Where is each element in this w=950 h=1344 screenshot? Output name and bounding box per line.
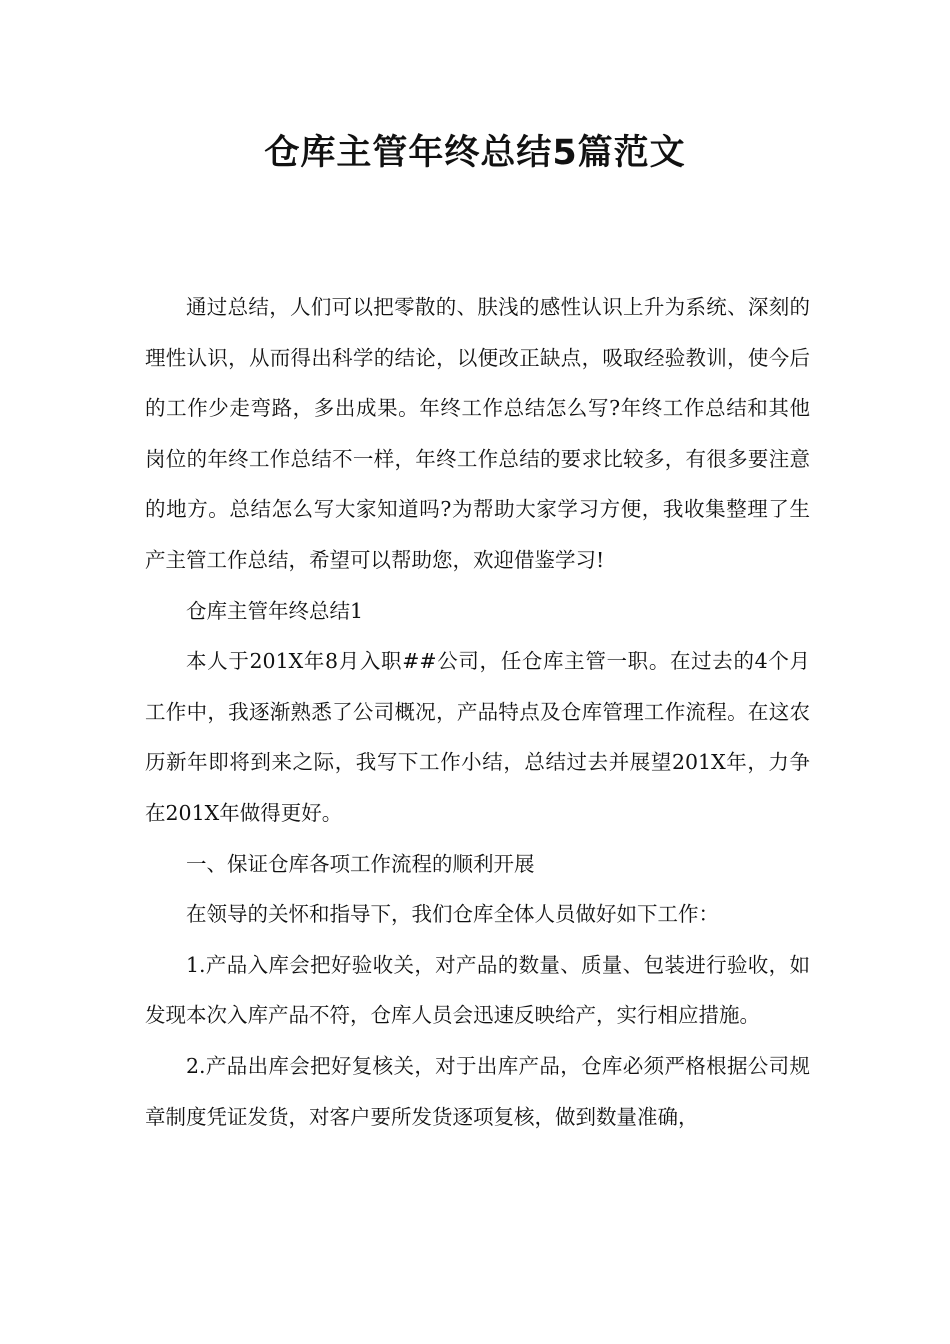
intro-paragraph: 通过总结，人们可以把零散的、肤浅的感性认识上升为系统、深刻的理性认识，从而得出科学的结论，以便改正缺点，吸取经验教训，使今后的工作少走弯路，多出成果。年终工作总结怎么写?年终工作总结和其他岗位的年终工作总结不一样，年终工作总结的要求比较多，有很多要注意的地方。总结怎么写大家知道吗?为帮助大家学习方便，我收集整理了生产主管工作总结，希望可以帮助您，欢迎借鉴学习! [145, 295, 810, 572]
document-title: 仓库主管年终总结5篇范文 [264, 133, 686, 173]
list-item-inbound: 1.产品入库会把好验收关，对产品的数量、质量、包装进行验收，如发现本次入库产品不符，仓库人员会迅速反映给产，实行相应措施。 [145, 952, 810, 1028]
workflow-intro-paragraph: 在领导的关怀和指导下，我们仓库全体人员做好如下工作： [186, 902, 719, 927]
list-item-outbound: 2.产品出库会把好复核关，对于出库产品，仓库必须严格根据公司规章制度凭证发货，对客户要所发货逐项复核，做到数量准确， [145, 1053, 810, 1129]
section-heading-workflow: 一、保证仓库各项工作流程的顺利开展 [186, 851, 535, 876]
section-heading-summary-1: 仓库主管年终总结1 [186, 598, 364, 623]
document-body [145, 282, 810, 1142]
summary-1-paragraph: 本人于201X年8月入职##公司，任仓库主管一职。在过去的4个月工作中，我逐渐熟悉了公司概况，产品特点及仓库管理工作流程。在这农历新年即将到来之际，我写下工作小结，总结过去并展望201X年，力争在201X年做得更好。 [145, 649, 810, 825]
